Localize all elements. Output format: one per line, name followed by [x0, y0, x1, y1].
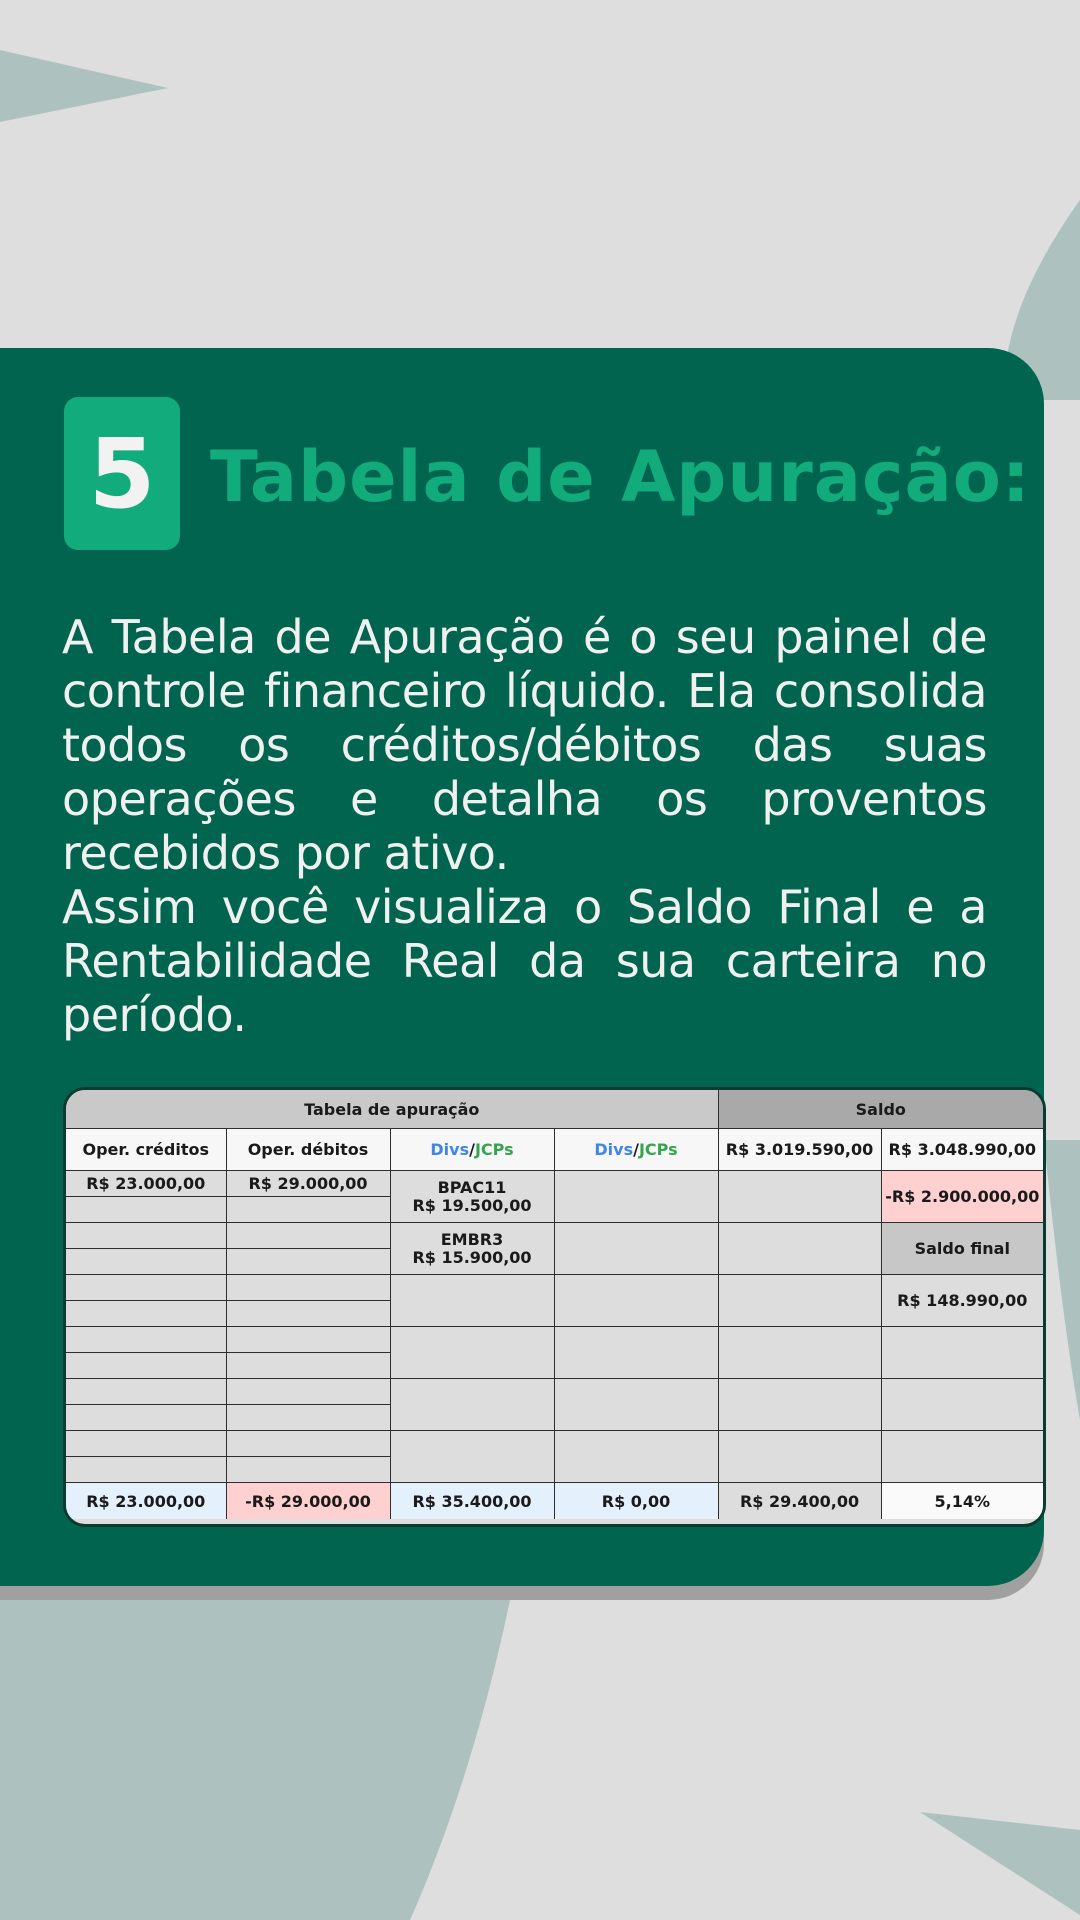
apuracao-table	[63, 1087, 1046, 1527]
empty-cell	[881, 1327, 1043, 1379]
empty-cell	[226, 1353, 390, 1379]
header-jcps-label: JCPs	[638, 1140, 678, 1159]
asset-ticker: BPAC11	[437, 1177, 507, 1197]
header-oper-creditos: Oper. créditos	[66, 1129, 226, 1171]
empty-cell	[718, 1223, 881, 1275]
saldo-withdrawal-cell: -R$ 2.900.000,00	[881, 1171, 1043, 1223]
decor-shape-right-lower	[1044, 1140, 1080, 1420]
empty-cell	[66, 1431, 226, 1457]
debit-cell: R$ 29.000,00	[226, 1171, 390, 1197]
empty-cell	[66, 1301, 226, 1327]
empty-cell	[226, 1405, 390, 1431]
empty-cell	[881, 1379, 1043, 1431]
empty-cell	[66, 1379, 226, 1405]
saldo-final-label: Saldo final	[881, 1223, 1043, 1275]
saldo-group-title: Saldo	[718, 1090, 1043, 1129]
empty-cell	[226, 1223, 390, 1249]
empty-cell	[66, 1353, 226, 1379]
empty-cell	[226, 1301, 390, 1327]
asset-cell-embr3	[390, 1223, 554, 1275]
credit-cell: R$ 23.000,00	[66, 1171, 226, 1197]
empty-cell	[554, 1275, 718, 1327]
total-debitos: -R$ 29.000,00	[226, 1483, 390, 1520]
asset-cell-bpac11	[390, 1171, 554, 1223]
empty-cell	[718, 1431, 881, 1483]
empty-cell	[66, 1275, 226, 1301]
page-title: Tabela de Apuração:	[210, 436, 1031, 518]
header-slash: /	[633, 1140, 639, 1159]
empty-cell	[718, 1379, 881, 1431]
empty-cell	[554, 1223, 718, 1275]
header-jcps-label: JCPs	[474, 1140, 514, 1159]
empty-cell	[226, 1431, 390, 1457]
header-oper-debitos: Oper. débitos	[226, 1129, 390, 1171]
empty-cell	[554, 1379, 718, 1431]
asset-ticker: EMBR3	[440, 1229, 504, 1249]
total-saldo: R$ 29.400,00	[718, 1483, 881, 1520]
description-paragraph: A Tabela de Apuração é o seu painel de controle financeiro líquido. Ela consolida todos os créditos/débitos das suas operações e detalha os proventos recebidos por ativo.	[62, 610, 987, 880]
header-slash: /	[469, 1140, 475, 1159]
header-divs-jcps-2	[554, 1129, 718, 1171]
total-creditos: R$ 23.000,00	[66, 1483, 226, 1520]
empty-cell	[226, 1457, 390, 1483]
table-group-title: Tabela de apuração	[66, 1090, 718, 1129]
empty-cell	[718, 1275, 881, 1327]
empty-cell	[390, 1275, 554, 1327]
header-divs-jcps	[390, 1129, 554, 1171]
decor-shape-top-left	[0, 50, 168, 122]
empty-cell	[66, 1223, 226, 1249]
description-paragraph: Assim você visualiza o Saldo Final e a Rentabilidade Real da sua carteira no período.	[62, 880, 987, 1042]
header-saldo-a: R$ 3.019.590,00	[718, 1129, 881, 1171]
empty-cell	[390, 1431, 554, 1483]
empty-cell	[390, 1327, 554, 1379]
empty-cell	[390, 1379, 554, 1431]
step-number: 5	[88, 417, 156, 530]
empty-cell	[226, 1249, 390, 1275]
empty-cell	[226, 1379, 390, 1405]
asset-value: R$ 15.900,00	[412, 1247, 532, 1267]
saldo-final-value: R$ 148.990,00	[881, 1275, 1043, 1327]
rentabilidade: 5,14%	[881, 1483, 1043, 1520]
empty-cell	[66, 1197, 226, 1223]
header-divs-label: Divs	[594, 1140, 634, 1159]
total-divs-jcps: R$ 35.400,00	[390, 1483, 554, 1520]
empty-cell	[718, 1327, 881, 1379]
empty-cell	[718, 1171, 881, 1223]
decor-shape-bottom-right	[920, 1812, 1080, 1915]
asset-value: R$ 19.500,00	[412, 1195, 532, 1215]
empty-cell	[226, 1327, 390, 1353]
empty-cell	[66, 1249, 226, 1275]
step-number-badge	[64, 397, 180, 550]
empty-cell	[554, 1431, 718, 1483]
decor-shape-bottom-left	[0, 1600, 510, 1920]
empty-cell	[66, 1405, 226, 1431]
empty-cell	[66, 1457, 226, 1483]
description	[62, 610, 987, 1042]
header-divs-label: Divs	[430, 1140, 470, 1159]
empty-cell	[226, 1275, 390, 1301]
empty-cell	[226, 1197, 390, 1223]
empty-cell	[554, 1171, 718, 1223]
empty-cell	[554, 1327, 718, 1379]
header-saldo-b: R$ 3.048.990,00	[881, 1129, 1043, 1171]
empty-cell	[881, 1431, 1043, 1483]
apuracao-grid	[66, 1090, 1043, 1519]
total-divs-jcps-2: R$ 0,00	[554, 1483, 718, 1520]
empty-cell	[66, 1327, 226, 1353]
